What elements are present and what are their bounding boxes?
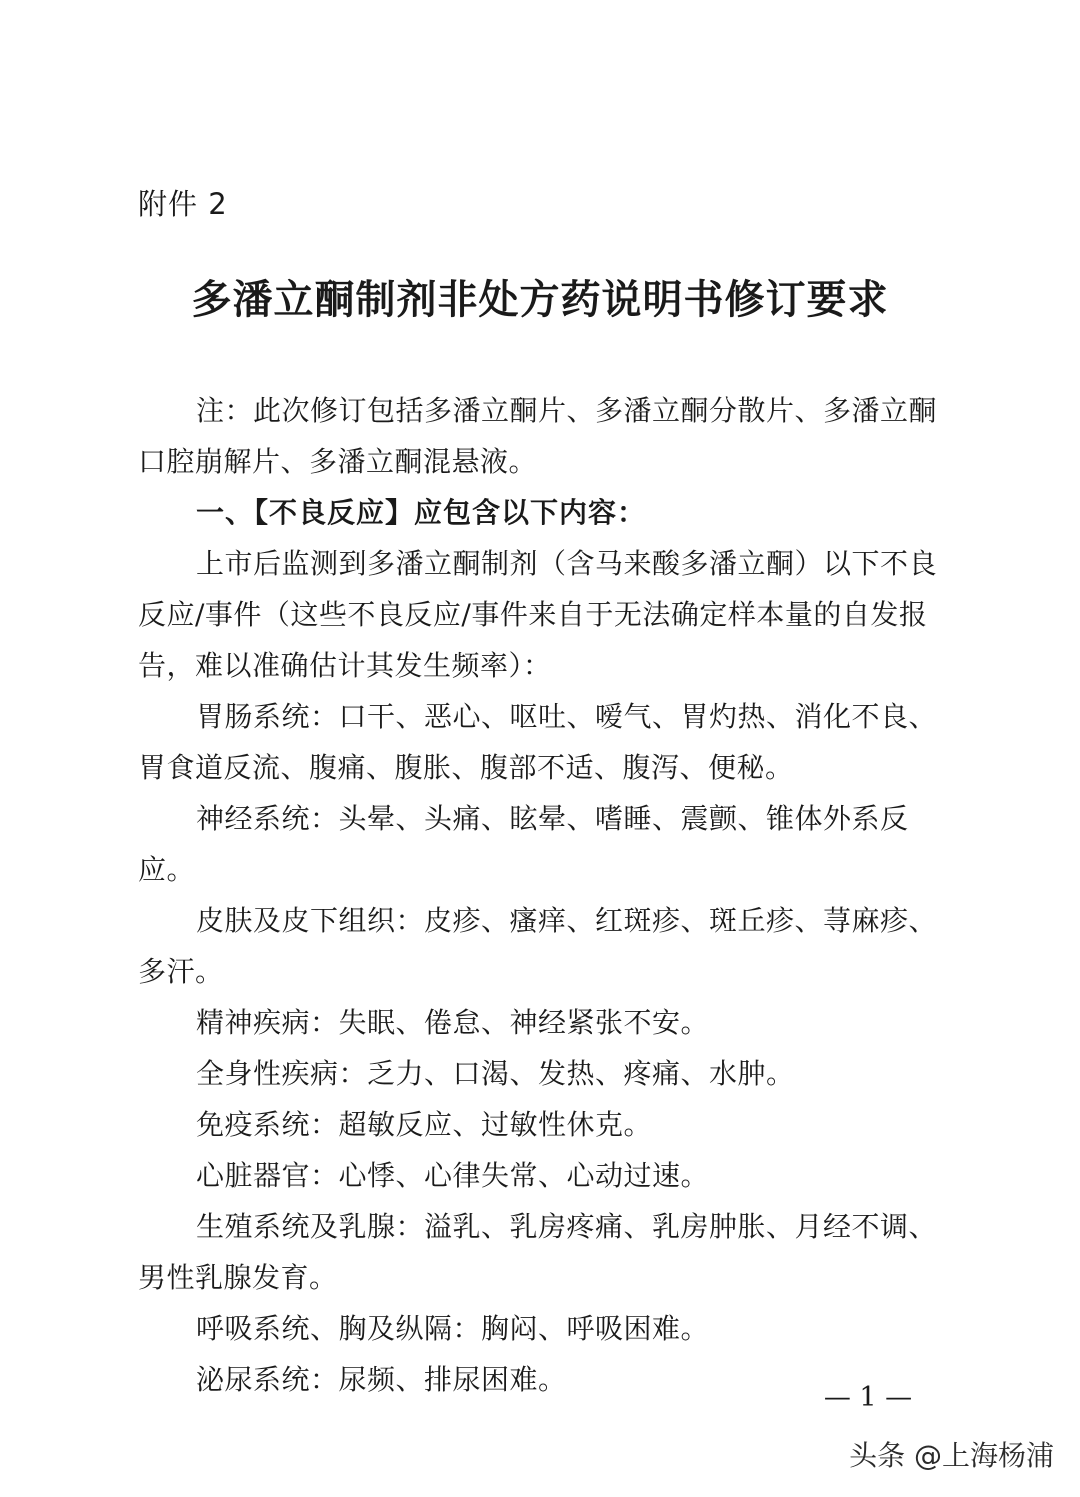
- attachment-label: 附件 2: [138, 187, 228, 221]
- psychiatric-paragraph: 精神疾病：失眠、倦怠、神经紧张不安。: [196, 1006, 710, 1039]
- general-disorders-paragraph: 全身性疾病：乏力、口渴、发热、疼痛、水肿。: [196, 1057, 795, 1090]
- intro-paragraph: 上市后监测到多潘立酮制剂（含马来酸多潘立酮）以下不良反应/事件（这些不良反应/事件来自于无法确定样本量的自发报告，难以准确估计其发生频率）：: [138, 547, 938, 682]
- document-title: 多潘立酮制剂非处方药说明书修订要求: [191, 276, 889, 323]
- source-watermark: 头条 @上海杨浦: [849, 1439, 1054, 1472]
- reproductive-paragraph: 生殖系统及乳腺：溢乳、乳房疼痛、乳房肿胀、月经不调、男性乳腺发育。: [138, 1210, 938, 1294]
- page-number: — 1 —: [823, 1382, 913, 1413]
- urinary-paragraph: 泌尿系统：尿频、排尿困难。: [196, 1363, 567, 1396]
- skin-paragraph: 皮肤及皮下组织：皮疹、瘙痒、红斑疹、斑丘疹、荨麻疹、多汗。: [138, 904, 938, 988]
- nervous-system-paragraph: 神经系统：头晕、头痛、眩晕、嗜睡、震颤、锥体外系反应。: [138, 802, 909, 886]
- immune-system-paragraph: 免疫系统：超敏反应、过敏性休克。: [196, 1108, 653, 1141]
- gastrointestinal-paragraph: 胃肠系统：口干、恶心、呕吐、嗳气、胃灼热、消化不良、胃食道反流、腹痛、腹胀、腹部不适、腹泻、便秘。: [138, 700, 938, 784]
- cardiac-paragraph: 心脏器官：心悸、心律失常、心动过速。: [196, 1159, 710, 1192]
- note-paragraph: 注：此次修订包括多潘立酮片、多潘立酮分散片、多潘立酮口腔崩解片、多潘立酮混悬液。: [138, 394, 938, 478]
- section-heading-adverse-reactions: 一、【不良反应】应包含以下内容：: [196, 496, 647, 529]
- respiratory-paragraph: 呼吸系统、胸及纵隔：胸闷、呼吸困难。: [196, 1312, 710, 1345]
- document-body: [138, 385, 944, 1405]
